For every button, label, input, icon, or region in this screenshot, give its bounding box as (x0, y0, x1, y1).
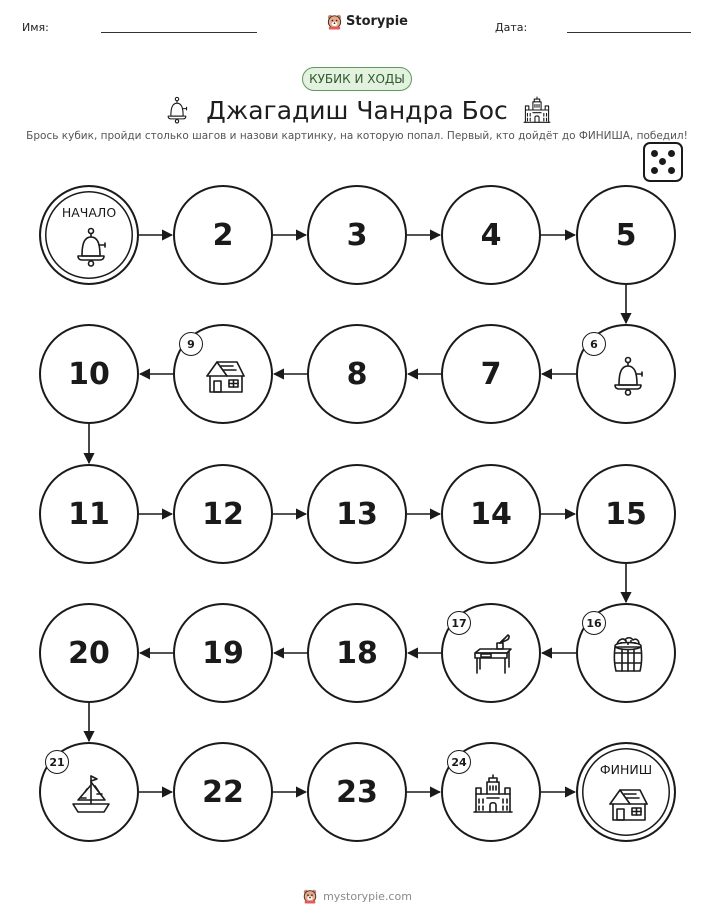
cell-number: 14 (470, 496, 512, 532)
house-icon (203, 354, 247, 398)
board-cell (39, 324, 139, 424)
board-cell (576, 464, 676, 564)
cell-number-badge: 16 (582, 611, 606, 635)
sailboat-icon (69, 772, 113, 816)
board-cell (307, 324, 407, 424)
cell-number: 7 (480, 356, 502, 392)
cell-number: 19 (202, 635, 244, 671)
barrel-icon (606, 633, 650, 677)
board-cell (576, 324, 676, 424)
board-cell (173, 603, 273, 703)
brand-name: Storypie (346, 14, 408, 29)
board-cell (39, 742, 139, 842)
bear-logo-icon (302, 888, 318, 904)
footer (0, 885, 714, 907)
palace-icon (471, 772, 515, 816)
cell-number: 3 (346, 217, 368, 253)
cell-label: НАЧАЛО (61, 205, 117, 220)
board-cell (441, 742, 541, 842)
board-cell (441, 185, 541, 285)
start-cell (39, 185, 139, 285)
cell-number: 4 (480, 217, 502, 253)
cell-number: 20 (68, 635, 110, 671)
cell-number: 23 (336, 774, 378, 810)
cell-number: 10 (68, 356, 110, 392)
bell-icon (69, 225, 113, 269)
cell-number: 22 (202, 774, 244, 810)
board-cell (307, 185, 407, 285)
cell-number-badge: 21 (45, 750, 69, 774)
cell-number-badge: 6 (582, 332, 606, 356)
board-cell (441, 324, 541, 424)
desk-with-quill-icon (471, 633, 515, 677)
cell-number: 12 (202, 496, 244, 532)
cell-number: 18 (336, 635, 378, 671)
cell-label: ФИНИШ (599, 762, 653, 777)
board-cell (173, 742, 273, 842)
board-cell (39, 464, 139, 564)
board-cell (307, 742, 407, 842)
page-title: Джагадиш Чандра Бос (206, 95, 508, 125)
bell-icon (606, 354, 650, 398)
board-cell (441, 464, 541, 564)
board-cell (441, 603, 541, 703)
cell-number-badge: 24 (447, 750, 471, 774)
name-label: Имя: (22, 21, 49, 34)
cell-number: 5 (615, 217, 637, 253)
date-label: Дата: (495, 21, 528, 34)
board-cell (576, 603, 676, 703)
board-cell (173, 324, 273, 424)
board-cell (576, 185, 676, 285)
game-type-badge: КУБИК И ХОДЫ (302, 67, 412, 91)
finish-cell (576, 742, 676, 842)
board-cell (39, 603, 139, 703)
cell-number-badge: 9 (179, 332, 203, 356)
cell-number: 13 (336, 496, 378, 532)
cell-number: 15 (605, 496, 647, 532)
cell-number: 11 (68, 496, 110, 532)
board-cell (307, 603, 407, 703)
board-cell (173, 464, 273, 564)
cell-number: 8 (346, 356, 368, 392)
house-icon (606, 782, 650, 826)
cell-number-badge: 17 (447, 611, 471, 635)
footer-url[interactable]: mystorypie.com (323, 889, 412, 903)
board-cell (307, 464, 407, 564)
instructions: Брось кубик, пройди столько шагов и назови картинку, на которую попал. Первый, кто дойдёт до ФИНИША, победил! (26, 130, 688, 142)
cell-number: 2 (212, 217, 234, 253)
board-cell (173, 185, 273, 285)
